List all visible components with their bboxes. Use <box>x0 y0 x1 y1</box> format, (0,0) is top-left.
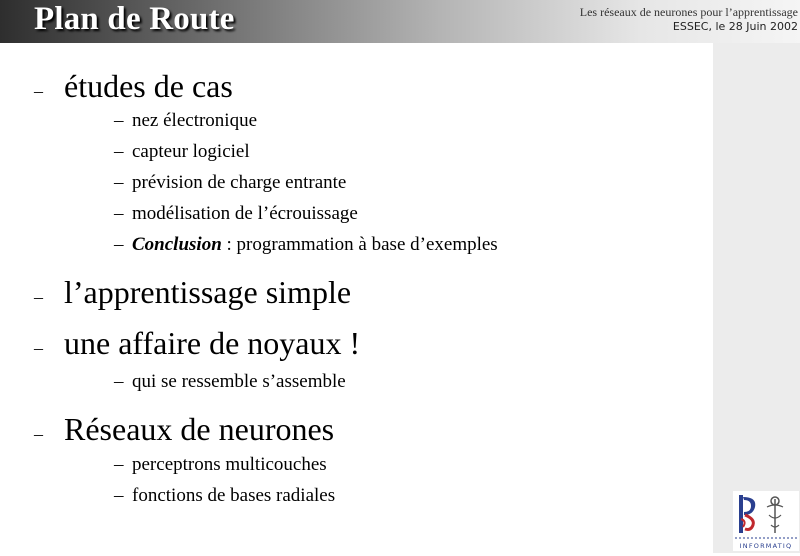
sub-item-text: prévision de charge entrante <box>132 172 347 193</box>
sub-item-text: qui se ressemble s’assemble <box>132 371 346 392</box>
logo-mark-icon <box>733 491 799 551</box>
conclusion-text: : programmation à base d’exemples <box>221 234 498 255</box>
sub-item: – qui se ressemble s’assemble <box>114 371 346 392</box>
bullet-text: Réseaux de neurones <box>64 411 335 447</box>
bullet-dash: – <box>34 287 43 307</box>
sub-item: – modélisation de l’écrouissage <box>114 203 358 224</box>
sub-item-text: modélisation de l’écrouissage <box>132 203 358 224</box>
bullet-text: l’apprentissage simple <box>64 274 352 310</box>
sub-item: – prévision de charge entrante <box>114 172 347 193</box>
header-date: ESSEC, le 28 Juin 2002 <box>672 20 798 33</box>
bullet-text: études de cas <box>64 68 233 104</box>
institution-logo <box>733 491 799 551</box>
bullet-dash: – <box>34 338 43 358</box>
slide-title: Plan de Route <box>34 1 235 37</box>
header-subtitle: Les réseaux de neurones pour l’apprentissage <box>579 5 798 19</box>
sub-item-conclusion: – Conclusion : programmation à base d’exemples <box>114 234 498 255</box>
bullet-dash: – <box>34 424 43 444</box>
sub-item: – capteur logiciel <box>114 141 250 162</box>
sub-item-text: nez électronique <box>132 110 258 131</box>
bullet-dash: – <box>34 81 43 101</box>
logo-caption: INFORMATIQ <box>739 542 793 550</box>
bullet-text: une affaire de noyaux ! <box>64 325 361 361</box>
sub-item-text: fonctions de bases radiales <box>132 485 336 506</box>
sub-item: – fonctions de bases radiales <box>114 485 336 506</box>
sub-item: – perceptrons multicouches <box>114 454 327 475</box>
slide-header <box>0 0 800 43</box>
conclusion-label: Conclusion <box>132 234 222 255</box>
right-side-strip <box>713 43 800 553</box>
sub-item: – nez électronique <box>114 110 258 131</box>
sub-item-text: capteur logiciel <box>132 141 250 162</box>
sub-item-text: perceptrons multicouches <box>132 454 327 475</box>
